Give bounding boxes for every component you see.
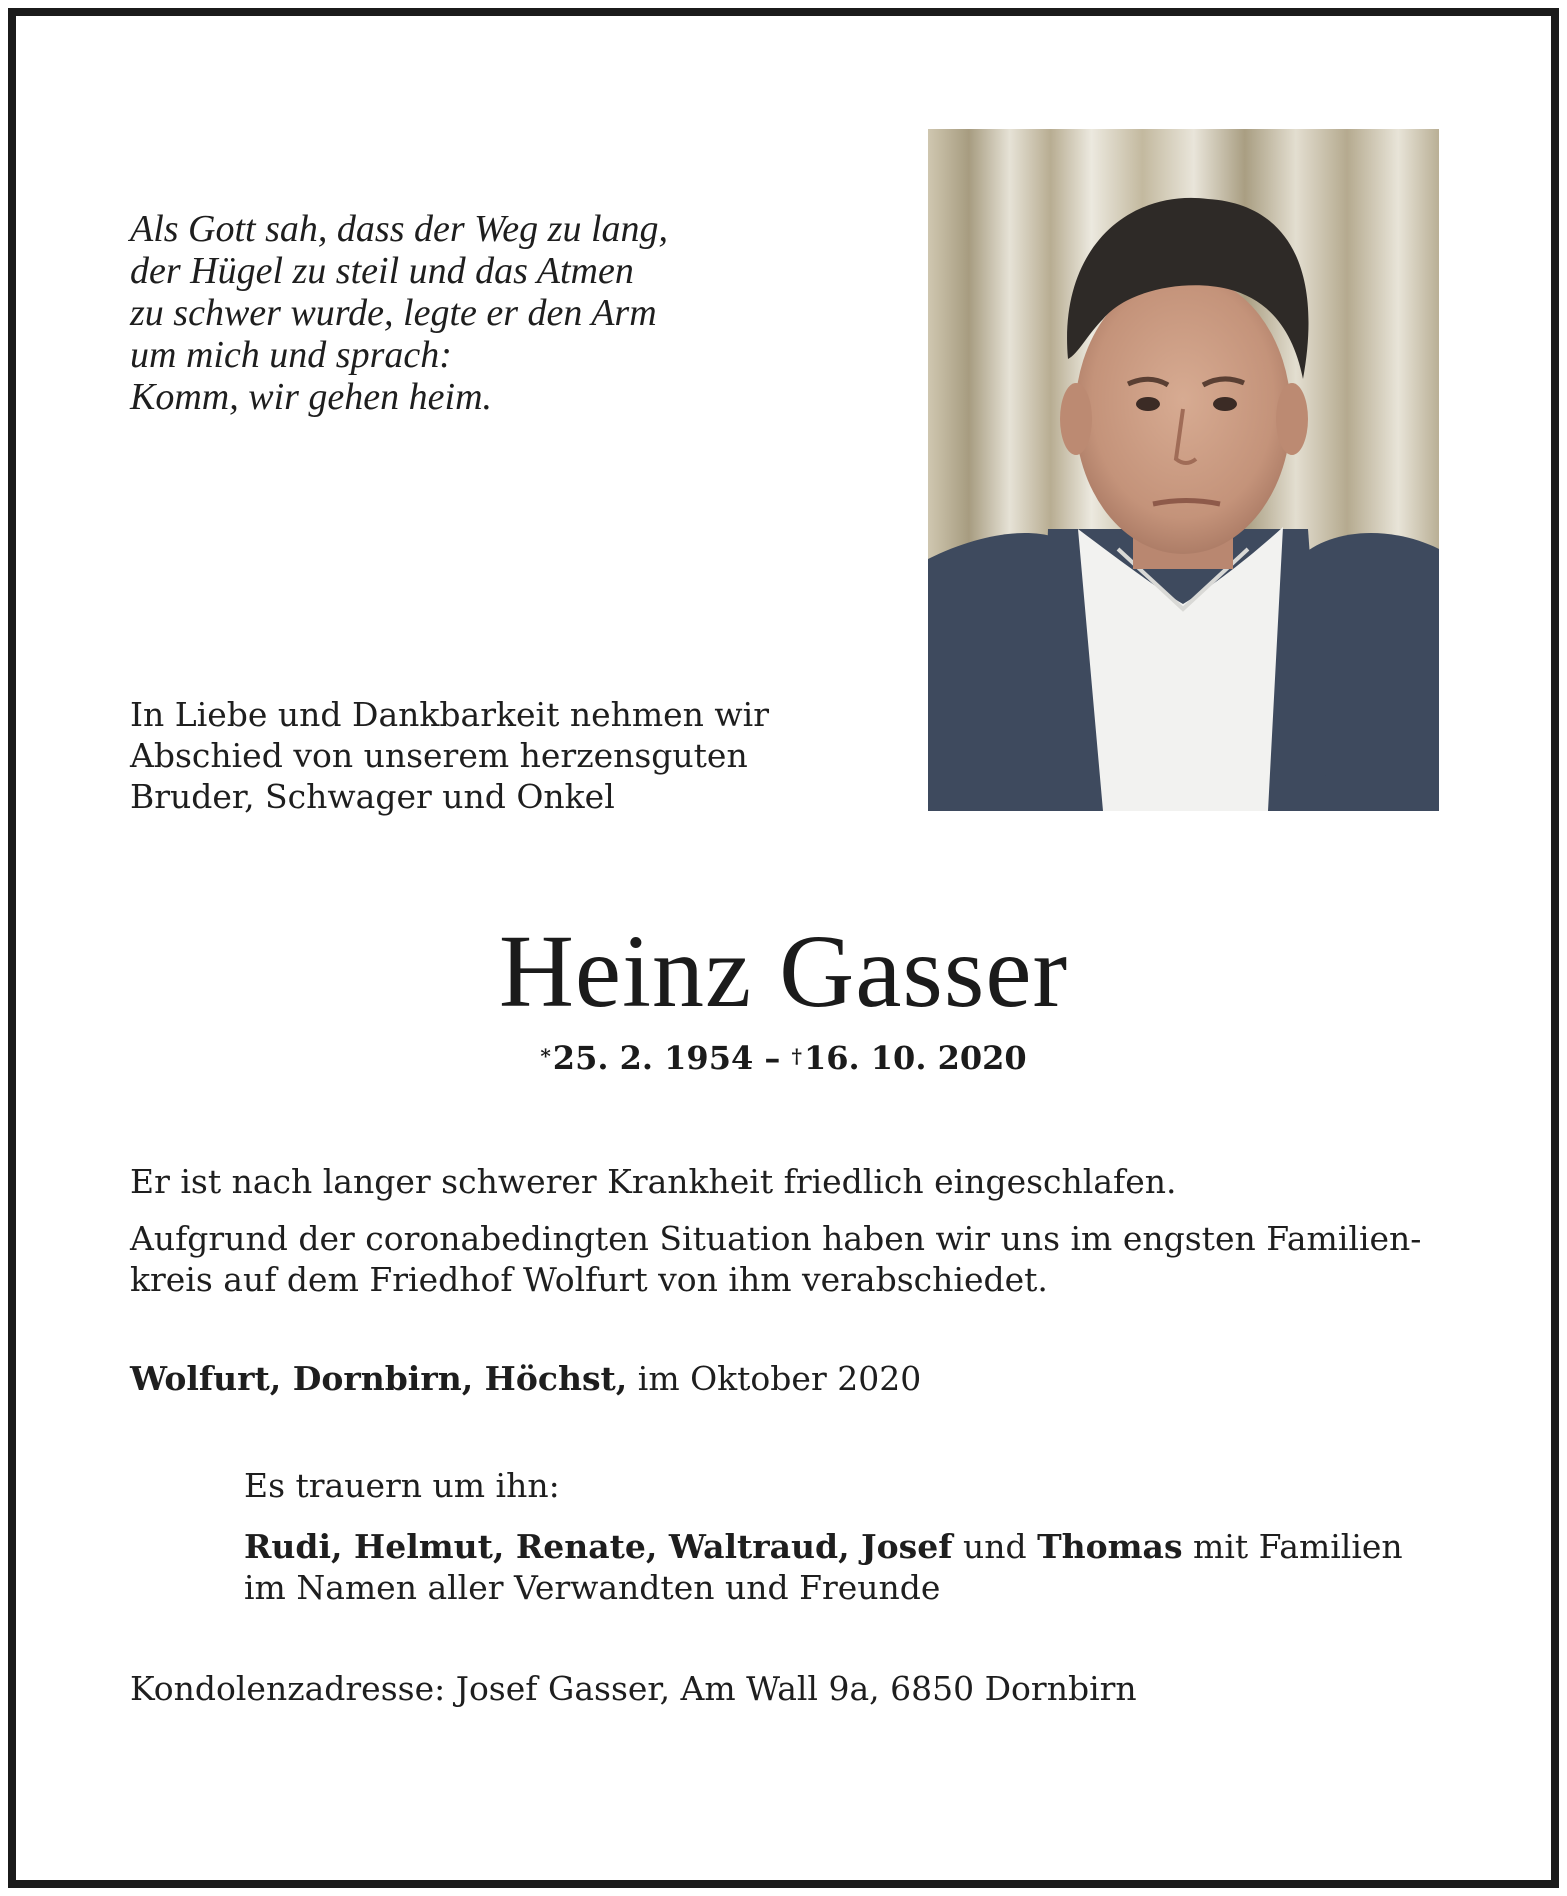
farewell-line: In Liebe und Dankbarkeit nehmen wir bbox=[130, 695, 770, 734]
birth-star-symbol: * bbox=[540, 1044, 551, 1068]
mourner-name: Helmut, bbox=[354, 1527, 516, 1566]
birth-date: 25. 2. 1954 bbox=[552, 1039, 754, 1077]
farewell-line: Bruder, Schwager und Onkel bbox=[130, 777, 615, 816]
mourner-name: Renate, bbox=[515, 1527, 669, 1566]
date-separator: – bbox=[753, 1039, 792, 1077]
mourner-name: Thomas bbox=[1037, 1527, 1183, 1566]
mourner-name: Waltraud, bbox=[668, 1527, 862, 1566]
mourners-intro: Es trauern um ihn: bbox=[244, 1466, 560, 1505]
portrait-photo bbox=[928, 129, 1439, 811]
deceased-name: Heinz Gasser bbox=[498, 914, 1069, 1029]
poem-line: Als Gott sah, dass der Weg zu lang, bbox=[130, 208, 669, 250]
funeral-statement bbox=[130, 1218, 1450, 1300]
poem-line: der Hügel zu steil und das Atmen bbox=[130, 250, 634, 292]
death-date: 16. 10. 2020 bbox=[803, 1039, 1027, 1077]
place-date-line bbox=[130, 1358, 921, 1399]
poem-line: um mich und sprach: bbox=[130, 334, 452, 376]
mourner-conjunction: und bbox=[952, 1527, 1038, 1566]
funeral-statement-line: kreis auf dem Friedhof Wolfurt von ihm verabschiedet. bbox=[130, 1260, 1048, 1299]
poem-line: zu schwer wurde, legte er den Arm bbox=[130, 292, 657, 334]
condolence-address: Kondolenzadresse: Josef Gasser, Am Wall 9a, 6850 Dornbirn bbox=[130, 1669, 1137, 1708]
funeral-statement-line: Aufgrund der coronabedingten Situation haben wir uns im engsten Familien- bbox=[130, 1219, 1422, 1258]
life-dates bbox=[0, 1036, 1567, 1080]
mourners-line2: im Namen aller Verwandten und Freunde bbox=[244, 1568, 941, 1607]
month-year: im Oktober 2020 bbox=[627, 1359, 922, 1398]
farewell-text bbox=[130, 694, 813, 817]
towns: Wolfurt, Dornbirn, Höchst, bbox=[130, 1359, 628, 1398]
mourner-suffix: mit Familien bbox=[1182, 1527, 1403, 1566]
mourners-list bbox=[244, 1526, 1464, 1608]
passing-statement: Er ist nach langer schwerer Krankheit friedlich eingeschlafen. bbox=[130, 1162, 1177, 1201]
poem-line: Komm, wir gehen heim. bbox=[130, 376, 493, 418]
mourner-name: Rudi, bbox=[244, 1527, 355, 1566]
mourner-name: Josef bbox=[861, 1527, 953, 1566]
memorial-poem bbox=[130, 208, 750, 418]
death-cross-symbol: † bbox=[791, 1044, 802, 1068]
farewell-line: Abschied von unserem herzensguten bbox=[130, 736, 748, 775]
